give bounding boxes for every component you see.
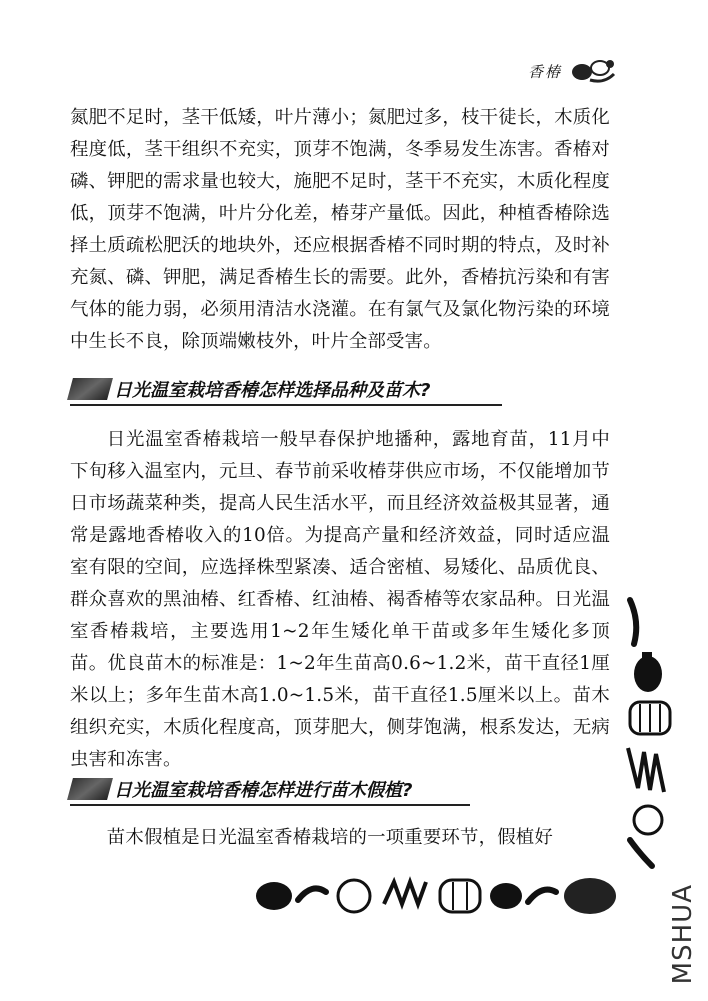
- body-text-block-3: [70, 822, 610, 854]
- vegetables-column-icon: [618, 592, 678, 872]
- paragraph: 苗木假植是日光温室香椿栽培的一项重要环节，假植好: [106, 827, 553, 848]
- vegetables-row-icon: [250, 870, 620, 920]
- body-text-block-1: [70, 102, 610, 358]
- section-title: 日光温室栽培香椿怎样进行苗木假植?: [114, 780, 413, 801]
- section-number-badge: [67, 378, 113, 400]
- body-text-block-2: [70, 424, 610, 776]
- paragraph: 氮肥不足时，茎干低矮，叶片薄小；氮肥过多，枝干徒长，木质化程度低，茎干组织不充实，顶芽不饱满，冬季易发生冻害。香椿对磷、钾肥的需求量也较大，施肥不足时，茎干不充实，木质化程度低，顶芽不饱满，叶片分化差，椿芽产量低。因此，种植香椿除选择土质疏松肥沃的地块外，还应根据香椿不同时期的特点，及时补充氮、磷、钾肥，满足香椿生长的需要。此外，香椿抗污染和有害气体的能力弱，必须用清洁水浇灌。在有氯气及氯化物污染的环境中生长不良，除顶端嫩枝外，叶片全部受害。: [70, 107, 610, 352]
- vegetable-cluster-icon: [570, 56, 618, 86]
- section-heading-1: [70, 376, 430, 402]
- section-number-badge: [67, 778, 113, 800]
- heading-underline: [70, 404, 502, 406]
- heading-underline: [70, 804, 470, 806]
- watermark-text: MSHUA: [668, 884, 698, 985]
- section-title: 日光温室栽培香椿怎样选择品种及苗木?: [114, 380, 431, 401]
- running-header: [528, 56, 618, 86]
- section-heading-2: [70, 776, 412, 802]
- paragraph: 日光温室香椿栽培一般早春保护地播种，露地育苗，11月中下旬移入温室内，元旦、春节前采收椿芽供应市场，不仅能增加节日市场蔬菜种类，提高人民生活水平，而且经济效益极其显著，通常是露地香椿收入的10倍。为提高产量和经济效益，同时适应温室有限的空间，应选择株型紧凑、适合密植、易矮化、品质优良、群众喜欢的黑油椿、红香椿、红油椿、褐香椿等农家品种。日光温室香椿栽培，主要选用1~2年生矮化单干苗或多年生矮化多顶苗。优良苗木的标准是：1~2年生苗高0.6~1.2米，苗干直径1厘米以上；多年生苗木高1.0~1.5米，苗干直径1.5厘米以上。苗木组织充实，木质化程度高，顶芽肥大，侧芽饱满，根系发达，无病虫害和冻害。: [70, 429, 610, 770]
- header-title: 香椿: [528, 62, 563, 81]
